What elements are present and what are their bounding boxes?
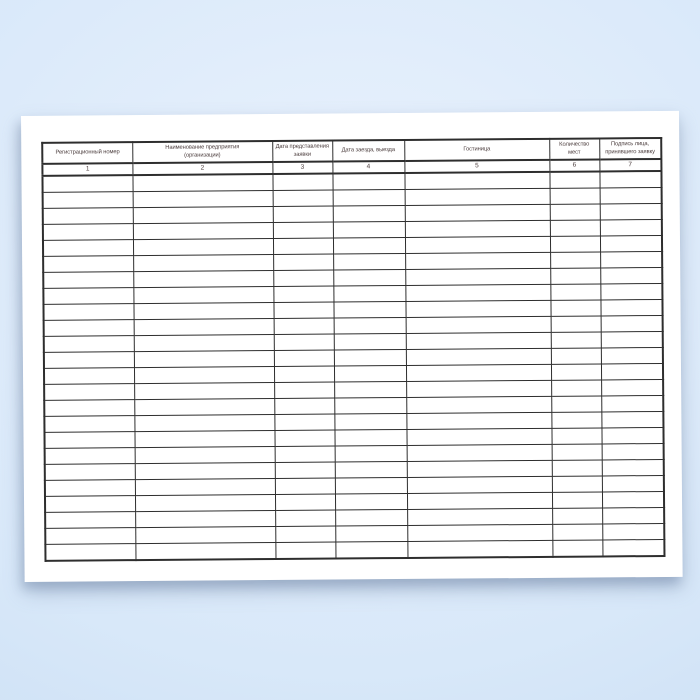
scanned-form-sheet bbox=[21, 111, 683, 582]
empty-cell bbox=[550, 284, 600, 300]
empty-cell bbox=[601, 315, 663, 331]
empty-cell bbox=[274, 350, 334, 366]
empty-cell bbox=[44, 368, 134, 385]
column-number: 4 bbox=[332, 161, 404, 174]
empty-cell bbox=[43, 304, 133, 321]
empty-cell bbox=[405, 188, 550, 205]
empty-cell bbox=[550, 204, 600, 220]
empty-cell bbox=[333, 269, 405, 286]
empty-cell bbox=[335, 461, 407, 478]
column-header-checkin-checkout: Дата заезда, выезда bbox=[332, 140, 404, 162]
empty-cell bbox=[333, 253, 405, 270]
empty-cell bbox=[45, 544, 135, 561]
empty-cell bbox=[599, 171, 661, 188]
column-header-hotel: Гостиница bbox=[404, 139, 549, 161]
empty-cell bbox=[134, 367, 274, 384]
empty-cell bbox=[133, 255, 273, 272]
empty-cell bbox=[43, 256, 133, 273]
empty-cell bbox=[333, 205, 405, 222]
empty-cell bbox=[600, 299, 662, 315]
empty-cell bbox=[273, 286, 333, 302]
empty-cell bbox=[407, 524, 552, 541]
empty-cell bbox=[275, 478, 335, 494]
empty-cell bbox=[333, 301, 405, 318]
empty-cell bbox=[551, 428, 601, 444]
empty-cell bbox=[405, 284, 550, 301]
empty-cell bbox=[135, 527, 275, 544]
empty-cell bbox=[552, 524, 602, 540]
column-header-company-name: Наименование предприятия (организации) bbox=[132, 141, 272, 163]
column-number: 2 bbox=[132, 162, 272, 175]
empty-cell bbox=[407, 540, 552, 558]
empty-cell bbox=[552, 540, 602, 557]
empty-cell bbox=[133, 191, 273, 208]
empty-cell bbox=[601, 411, 663, 427]
empty-cell bbox=[405, 220, 550, 237]
empty-cell bbox=[334, 333, 406, 350]
empty-cell bbox=[133, 271, 273, 288]
empty-cell bbox=[275, 542, 335, 559]
empty-cell bbox=[335, 493, 407, 510]
column-number: 7 bbox=[599, 159, 661, 171]
empty-cell bbox=[550, 220, 600, 236]
empty-cell bbox=[601, 347, 663, 363]
empty-cell bbox=[134, 383, 274, 400]
empty-cell bbox=[45, 496, 135, 513]
empty-cell bbox=[602, 507, 664, 523]
empty-cell bbox=[600, 203, 662, 219]
empty-cell bbox=[274, 414, 334, 430]
empty-cell bbox=[275, 510, 335, 526]
empty-cell bbox=[133, 303, 273, 320]
empty-cell bbox=[405, 252, 550, 269]
empty-cell bbox=[406, 348, 551, 365]
empty-cell bbox=[274, 398, 334, 414]
empty-cell bbox=[551, 332, 601, 348]
column-header-registration-number: Регистрационный номер bbox=[42, 142, 132, 164]
empty-cell bbox=[335, 445, 407, 462]
empty-cell bbox=[275, 526, 335, 542]
empty-cell bbox=[135, 447, 275, 464]
empty-cell bbox=[405, 268, 550, 285]
registration-journal-table bbox=[41, 137, 665, 562]
empty-cell bbox=[334, 381, 406, 398]
empty-cell bbox=[43, 208, 133, 225]
empty-cell bbox=[601, 427, 663, 443]
empty-cell bbox=[407, 460, 552, 477]
empty-cell bbox=[135, 543, 275, 561]
empty-cell bbox=[407, 444, 552, 461]
empty-cell bbox=[406, 396, 551, 413]
empty-cell bbox=[273, 222, 333, 238]
empty-cell bbox=[601, 363, 663, 379]
empty-cell bbox=[551, 412, 601, 428]
empty-cell bbox=[406, 380, 551, 397]
empty-cell bbox=[275, 446, 335, 462]
empty-cell bbox=[551, 316, 601, 332]
empty-cell bbox=[273, 270, 333, 286]
empty-cell bbox=[274, 334, 334, 350]
empty-cell bbox=[600, 283, 662, 299]
empty-cell bbox=[601, 331, 663, 347]
empty-cell bbox=[333, 189, 405, 206]
empty-cell bbox=[600, 251, 662, 267]
empty-cell bbox=[275, 494, 335, 510]
empty-cell bbox=[335, 477, 407, 494]
empty-cell bbox=[407, 492, 552, 509]
empty-cell bbox=[335, 509, 407, 526]
empty-cell bbox=[332, 173, 404, 190]
empty-cell bbox=[551, 396, 601, 412]
empty-cell bbox=[601, 395, 663, 411]
empty-cell bbox=[333, 221, 405, 238]
empty-cell bbox=[405, 204, 550, 221]
empty-cell bbox=[600, 267, 662, 283]
empty-cell bbox=[602, 475, 664, 491]
empty-cell bbox=[404, 172, 549, 190]
empty-cell bbox=[45, 480, 135, 497]
empty-cell bbox=[335, 525, 407, 542]
column-number: 3 bbox=[272, 162, 332, 174]
empty-cell bbox=[43, 272, 133, 289]
empty-cell bbox=[273, 190, 333, 206]
empty-cell bbox=[134, 415, 274, 432]
empty-cell bbox=[133, 239, 273, 256]
empty-cell bbox=[551, 348, 601, 364]
empty-cell bbox=[406, 428, 551, 445]
empty-cell bbox=[272, 174, 332, 191]
empty-cell bbox=[44, 320, 134, 337]
empty-cell bbox=[334, 429, 406, 446]
empty-cell bbox=[273, 238, 333, 254]
empty-cell bbox=[407, 508, 552, 525]
empty-cell bbox=[132, 174, 272, 192]
empty-cell bbox=[333, 237, 405, 254]
empty-cell bbox=[550, 300, 600, 316]
empty-cell bbox=[45, 512, 135, 529]
empty-cell bbox=[44, 384, 134, 401]
empty-cell bbox=[44, 416, 134, 433]
empty-cell bbox=[602, 459, 664, 475]
empty-cell bbox=[134, 399, 274, 416]
empty-cell bbox=[274, 318, 334, 334]
empty-cell bbox=[552, 492, 602, 508]
empty-cell bbox=[405, 236, 550, 253]
empty-cell bbox=[600, 219, 662, 235]
empty-cell bbox=[602, 539, 664, 556]
empty-cell bbox=[43, 288, 133, 305]
empty-cell bbox=[406, 316, 551, 333]
empty-cell bbox=[601, 379, 663, 395]
empty-cell bbox=[552, 476, 602, 492]
empty-cell bbox=[550, 252, 600, 268]
column-header-signature: Подпись лица, принявшего заявку bbox=[599, 138, 661, 159]
empty-cell bbox=[134, 431, 274, 448]
empty-cell bbox=[133, 207, 273, 224]
empty-cell bbox=[273, 302, 333, 318]
empty-cell bbox=[550, 236, 600, 252]
empty-cell bbox=[43, 240, 133, 257]
empty-cell bbox=[600, 187, 662, 203]
empty-cell bbox=[334, 317, 406, 334]
empty-cell bbox=[334, 365, 406, 382]
empty-cell bbox=[602, 491, 664, 507]
empty-cell bbox=[44, 432, 134, 449]
empty-cell bbox=[552, 508, 602, 524]
empty-cell bbox=[407, 476, 552, 493]
empty-cell bbox=[552, 444, 602, 460]
empty-cell bbox=[335, 541, 407, 558]
empty-cell bbox=[600, 235, 662, 251]
column-number: 5 bbox=[404, 160, 549, 173]
empty-cell bbox=[552, 460, 602, 476]
empty-cell bbox=[405, 300, 550, 317]
empty-cell bbox=[45, 528, 135, 545]
empty-cell bbox=[274, 366, 334, 382]
empty-cell bbox=[602, 443, 664, 459]
empty-cell bbox=[42, 175, 132, 192]
empty-cell bbox=[43, 224, 133, 241]
empty-cell bbox=[135, 463, 275, 480]
empty-cell bbox=[273, 254, 333, 270]
empty-cell bbox=[550, 188, 600, 204]
column-header-request-date: Дата представления заявки bbox=[272, 141, 332, 162]
empty-cell bbox=[334, 413, 406, 430]
empty-cell bbox=[133, 223, 273, 240]
empty-cell bbox=[134, 335, 274, 352]
empty-cell bbox=[274, 430, 334, 446]
column-number: 6 bbox=[549, 159, 599, 171]
empty-cell bbox=[550, 268, 600, 284]
empty-cell bbox=[334, 349, 406, 366]
empty-cell bbox=[45, 464, 135, 481]
empty-cell bbox=[406, 332, 551, 349]
empty-cell bbox=[273, 206, 333, 222]
empty-row bbox=[45, 539, 664, 560]
empty-cell bbox=[133, 287, 273, 304]
empty-cell bbox=[549, 171, 599, 188]
empty-cell bbox=[45, 448, 135, 465]
empty-cell bbox=[44, 352, 134, 369]
empty-cell bbox=[134, 351, 274, 368]
column-header-places-count: Количество мест bbox=[549, 138, 599, 159]
empty-cell bbox=[551, 380, 601, 396]
empty-cell bbox=[135, 511, 275, 528]
empty-cell bbox=[333, 285, 405, 302]
empty-cell bbox=[134, 319, 274, 336]
empty-cell bbox=[135, 479, 275, 496]
empty-cell bbox=[135, 495, 275, 512]
empty-cell bbox=[44, 400, 134, 417]
empty-cell bbox=[275, 462, 335, 478]
empty-cell bbox=[406, 412, 551, 429]
empty-cell bbox=[44, 336, 134, 353]
empty-cell bbox=[43, 192, 133, 209]
empty-cell bbox=[406, 364, 551, 381]
column-number: 1 bbox=[42, 163, 132, 176]
empty-cell bbox=[334, 397, 406, 414]
empty-cell bbox=[551, 364, 601, 380]
empty-cell bbox=[602, 523, 664, 539]
empty-cell bbox=[274, 382, 334, 398]
